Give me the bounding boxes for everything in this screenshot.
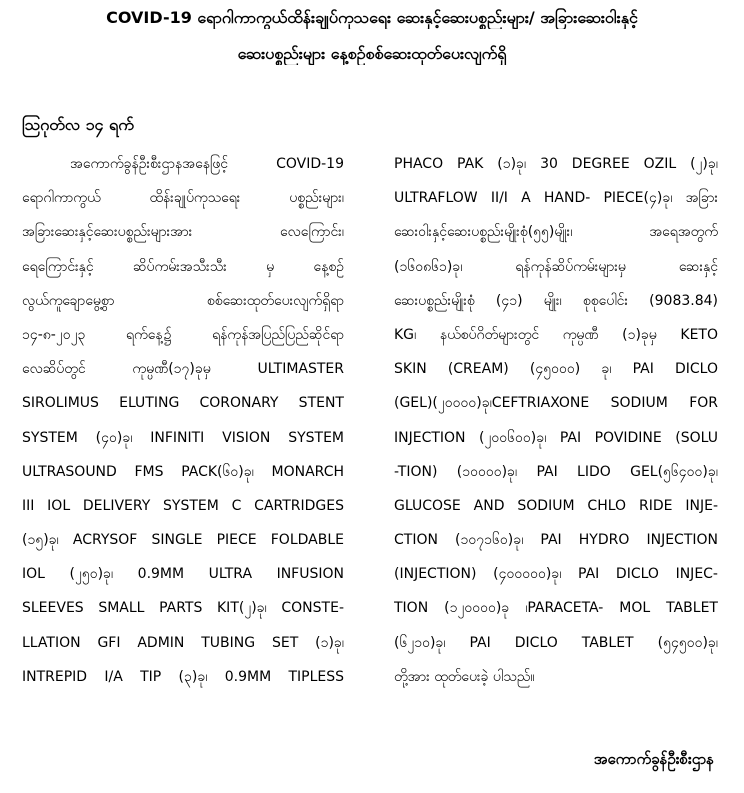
body-line: SKIN (CREAM) (၄၅၀၀၀) ခု၊ PAI DICLO [394, 361, 718, 378]
body-line: လွယ်ကူချောမွေ့စွာ စစ်ဆေးထုတ်ပေးလျက်ရှိရာ [22, 292, 344, 309]
body-line: ၁၄-၈-၂၀၂၃ ရက်နေ့၌ ရန်ကုန်အပြည်ပြည်ဆိုင်ရာ [22, 326, 344, 343]
body-line: KG၊ နယ်စပ်ဂိတ်များတွင် ကုမ္ပဏီ (၁)ခုမှ KETO [394, 326, 718, 343]
body-line: SYSTEM (၄၀)ခု၊ INFINITI VISION SYSTEM [22, 429, 344, 446]
body-line: ULTRAFLOW II/I A HAND- PIECE(၄)ခု၊ အခြား [394, 190, 718, 207]
body-line: LLATION GFI ADMIN TUBING SET (၁)ခု၊ [22, 634, 344, 651]
body-line: (၁၅)ခု၊ ACRYSOF SINGLE PIECE FOLDABLE [22, 532, 344, 549]
body-line: GLUCOSE AND SODIUM CHLO RIDE INJE- [394, 497, 718, 514]
body-line: ဆေးဝါးနှင့်ဆေးပစ္စည်းမျိုးစုံ(၅၅)မျိုး၊ အရေအတွက် [394, 224, 718, 241]
body-line: ULTRASOUND FMS PACK(၆၀)ခု၊ MONARCH [22, 463, 344, 480]
body-line: ရေကြောင်းနှင့် ဆိပ်ကမ်းအသီးသီး မှ နေ့စဉ် [22, 258, 344, 275]
dateline: ဩဂုတ်လ ၁၄ ရက် [22, 115, 134, 134]
body-line: (INJECTION) (၄၀၀၀၀၀)ခု၊ PAI DICLO INJEC- [394, 566, 718, 583]
body-line: III IOL DELIVERY SYSTEM C CARTRIDGES [22, 497, 344, 514]
body-line: INJECTION (၂၀၀၆၀၀)ခု၊ PAI POVIDINE (SOLU [394, 429, 718, 446]
body-line: -TION) (၁၀၀၀၀)ခု၊ PAI LIDO GEL(၅၆၄၀၀)ခု၊ [394, 463, 718, 480]
body-line: လေဆိပ်တွင် ကုမ္ပဏီ(၁၇)ခုမှ ULTIMASTER [22, 361, 344, 378]
body-line: TION (၁၂၀၀၀၀)ခု ၊PARACETA- MOL TABLET [394, 600, 718, 617]
body-line: (GEL)(၂၀၀၀၀)ခု၊CEFTRIAXONE SODIUM FOR [394, 395, 718, 412]
body-line: (၆၂၁၀)ခု၊ PAI DICLO TABLET (၅၄၅၀၀)ခု၊ [394, 634, 718, 651]
right-column [394, 149, 718, 709]
body-line: SIROLIMUS ELUTING CORONARY STENT [22, 395, 344, 412]
body-line: PHACO PAK (၁)ခု၊ 30 DEGREE OZIL (၂)ခု၊ [394, 156, 718, 172]
body-line: INTREPID I/A TIP (၃)ခု၊ 0.9MM TIPLESS [22, 668, 344, 685]
body-line: SLEEVES SMALL PARTS KIT(၂)ခု၊ CONSTE- [22, 600, 344, 617]
headline-line-2: ဆေးပစ္စည်းများ နေ့စဉ်စစ်ဆေးထုတ်ပေးလျက်ရှိ [237, 44, 507, 63]
headline-line-1: COVID-19 ရောဂါကာကွယ်ထိန်းချုပ်ကုသရေး ဆေးနှင့်ဆေးပစ္စည်းများ/ အခြားဆေးဝါးနှင့် [106, 8, 638, 27]
body-line: CTION (၁၀၇၁၆၀)ခု၊ PAI HYDRO INJECTION [394, 532, 718, 549]
body-line: တို့အား ထုတ်ပေးခဲ့ ပါသည်။ [394, 668, 535, 685]
body-line: ရောဂါကာကွယ် ထိန်းချုပ်ကုသရေး ပစ္စည်းများ၊ [22, 190, 344, 207]
signature: အကောက်ခွန်ဦးစီးဌာန [593, 750, 714, 768]
body-line: ဆေးပစ္စည်းမျိုးစုံ (၄၁) မျိုး၊ စုစုပေါင်း (9083.84) [394, 292, 718, 309]
body-line: အကောက်ခွန်ဦးစီးဌာနအနေဖြင့် COVID-19 [70, 156, 344, 172]
left-column [22, 149, 344, 709]
body-line: (၁၆၀၈၆၁)ခု၊ ရန်ကုန်ဆိပ်ကမ်းများမှ ဆေးနှင့် [394, 258, 718, 275]
body-line: အခြားဆေးနှင့်ဆေးပစ္စည်းများအား လေကြောင်း၊ [22, 224, 344, 241]
body-line: IOL (၂၅၀)ခု၊ 0.9MM ULTRA INFUSION [22, 566, 344, 583]
